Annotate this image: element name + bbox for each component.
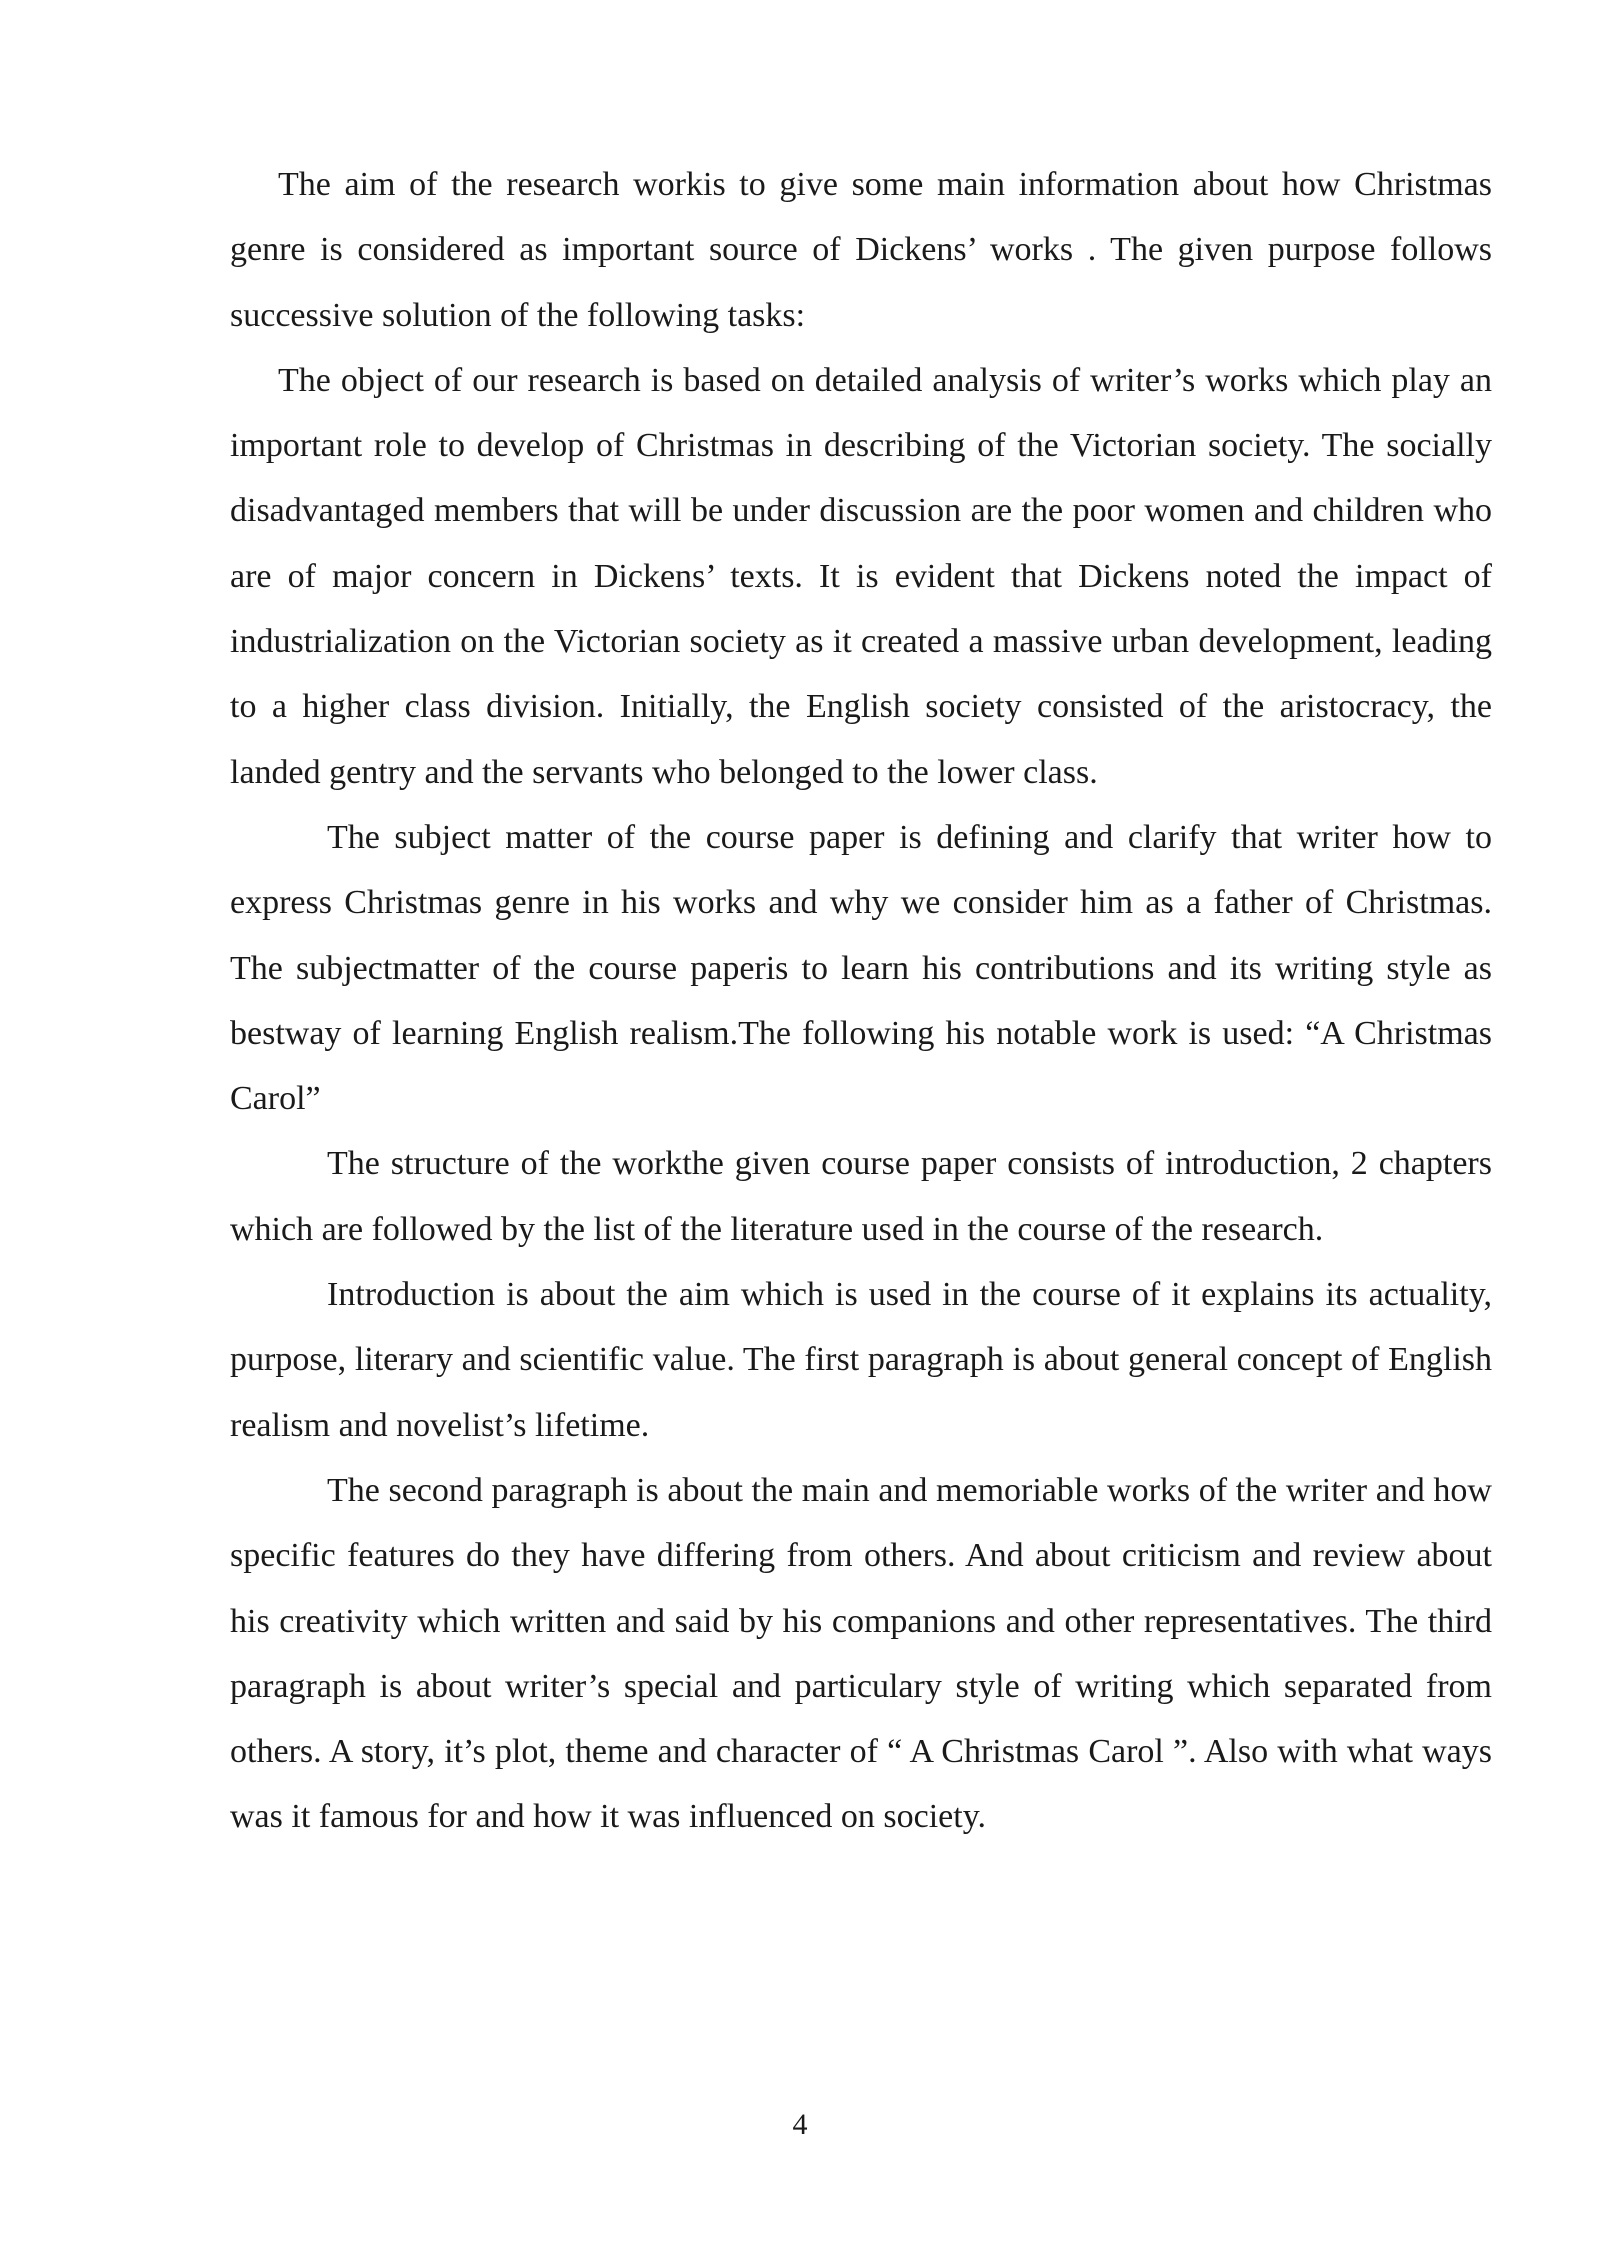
paragraph-subject-matter: The subject matter of the course paper is defining and clarify that writer how to express Christmas genre in his works and why we consider him as a father of Christmas. The subjectmatter of the course paperis to learn his contributions and its writing style as bestway of learning English realism.The following his notable work is used: “A Christmas Carol”: [230, 818, 1492, 1118]
paragraph-introduction: Introduction is about the aim which is used in the course of it explains its actuality, purpose, literary and scientific value. The first paragraph is about general concept of English realism and novelist’s lifetime.: [230, 1276, 1492, 1444]
paragraph-object: The object of our research is based on detailed analysis of writer’s works which play an important role to develop of Christmas in describing of the Victorian society. The socially disadvantaged members that will be under discussion are the poor women and children who are of major concern in Dickens’ texts. It is evident that Dickens noted the impact of industrialization on the Victorian society as it created a massive urban development, leading to a higher class division. Initially, the English society consisted of the aristocracy, the landed gentry and the servants who belonged to the lower class.: [230, 361, 1492, 791]
paragraph-second: The second paragraph is about the main and memoriable works of the writer and how specific features do they have differing from others. And about criticism and review about his creativity which written and said by his companions and other representatives. The third paragraph is about writer’s special and particulary style of writing which separated from others. A story, it’s plot, theme and character of “ A Christmas Carol ”. Also with what ways was it famous for and how it was influenced on society.: [230, 1471, 1492, 1836]
paragraph-aim: The aim of the research workis to give some main information about how Christmas genre is considered as important source of Dickens’ works . The given purpose follows successive solution of the following tasks:: [230, 166, 1492, 334]
body-text: [230, 152, 1492, 1850]
paragraph-structure: The structure of the workthe given course paper consists of introduction, 2 chapters which are followed by the list of the literature used in the course of the research.: [230, 1145, 1492, 1248]
page-number: 4: [792, 2108, 808, 2141]
